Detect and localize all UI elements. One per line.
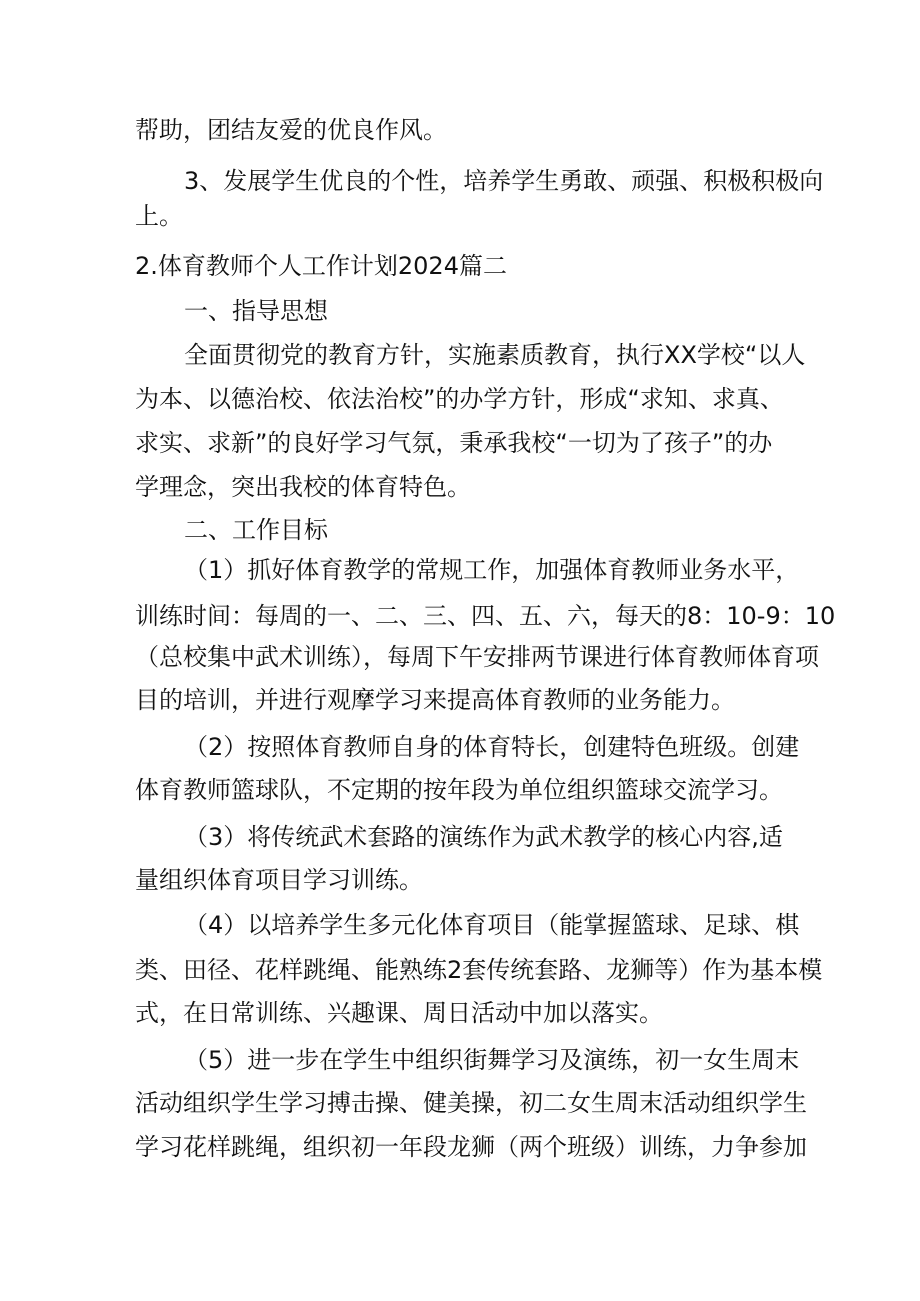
paragraph-line: 上。 xyxy=(135,202,183,230)
paragraph-line: （4）以培养学生多元化体育项目（能掌握篮球、足球、棋 xyxy=(184,911,800,939)
paragraph-line: 学理念，突出我校的体育特色。 xyxy=(135,473,471,501)
paragraph-line: （2）按照体育教师自身的体育特长，创建特色班级。创建 xyxy=(184,733,800,761)
paragraph-line: 帮助，团结友爱的优良作风。 xyxy=(135,116,447,144)
paragraph-line: 为本、以德治校、依法治校”的办学方针，形成“求知、求真、 xyxy=(135,385,784,413)
paragraph-line: 活动组织学生学习搏击操、健美操，初二女生周末活动组织学生 xyxy=(135,1089,807,1117)
paragraph-line: （5）进一步在学生中组织街舞学习及演练，初一女生周末 xyxy=(184,1046,800,1074)
paragraph-line: 全面贯彻党的教育方针，实施素质教育，执行XX学校“以人 xyxy=(184,341,806,369)
paragraph-line: 3、发展学生优良的个性，培养学生勇敢、顽强、积极积极向 xyxy=(184,167,824,195)
paragraph-line: 训练时间：每周的一、二、三、四、五、六，每天的8：10-9：10 xyxy=(135,602,836,630)
paragraph-line: 量组织体育项目学习训练。 xyxy=(135,866,423,894)
paragraph-line: （总校集中武术训练），每周下午安排两节课进行体育教师体育项 xyxy=(135,643,819,671)
paragraph-line: （1）抓好体育教学的常规工作，加强体育教师业务水平， xyxy=(184,556,800,584)
section-heading: 2.体育教师个人工作计划2024篇二 xyxy=(135,252,507,280)
paragraph-line: 式，在日常训练、兴趣课、周日活动中加以落实。 xyxy=(135,999,663,1027)
paragraph-line: 目的培训，并进行观摩学习来提高体育教师的业务能力。 xyxy=(135,686,735,714)
subsection-heading: 一、指导思想 xyxy=(184,297,328,325)
paragraph-line: 学习花样跳绳，组织初一年段龙狮（两个班级）训练，力争参加 xyxy=(135,1133,807,1161)
paragraph-line: 求实、求新”的良好学习气氛，秉承我校“一切为了孩子”的办 xyxy=(135,429,773,457)
paragraph-line: 体育教师篮球队，不定期的按年段为单位组织篮球交流学习。 xyxy=(135,776,783,804)
paragraph-line: （3）将传统武术套路的演练作为武术教学的核心内容,适 xyxy=(184,823,783,851)
subsection-heading: 二、工作目标 xyxy=(184,516,328,544)
paragraph-line: 类、田径、花样跳绳、能熟练2套传统套路、龙狮等）作为基本模 xyxy=(135,956,823,984)
